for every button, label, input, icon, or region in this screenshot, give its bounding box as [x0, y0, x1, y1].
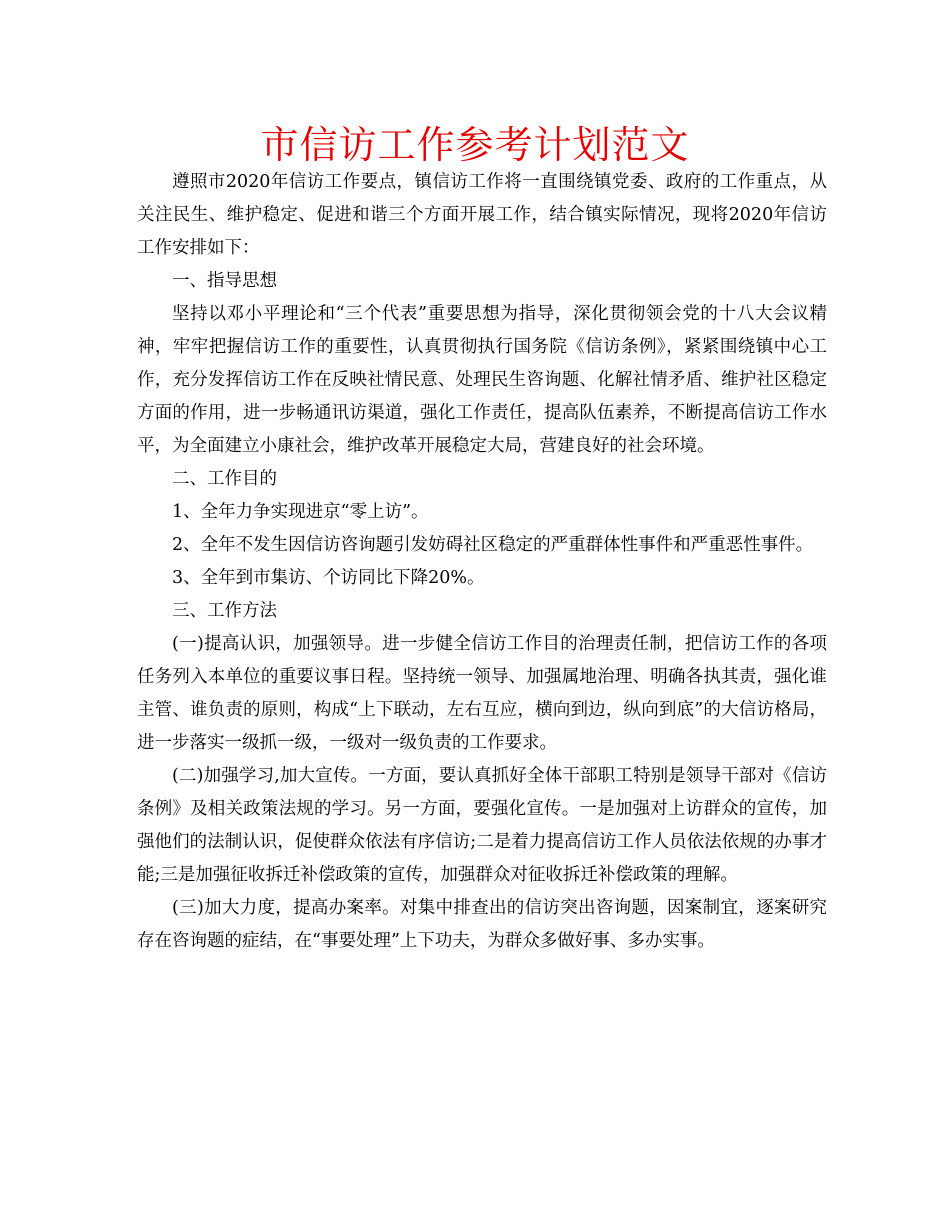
goal-item-3: 3、全年到市集访、个访同比下降20%。 — [172, 568, 485, 588]
method-item-2: (二)加强学习,加大宣传。一方面，要认真抓好全体干部职工特别是领导干部对《信访条例》及相关政策法规的学习。另一方面，要强化宣传。一是加强对上访群众的宣传，加强他们的法制认识，促使群众依法有序信访;二是着力提高信访工作人员依法依规的办事才能;三是加强征收拆迁补偿政策的宣传，加强群众对征收拆迁补偿政策的理解。 — [137, 766, 827, 885]
paragraph-intro: 遵照市2020年信访工作要点，镇信访工作将一直围绕镇党委、政府的工作重点，从关注民生、维护稳定、促进和谐三个方面开展工作，结合镇实际情况，现将2020年信访工作安排如下： — [137, 172, 827, 258]
heading-work-methods: 三、工作方法 — [172, 601, 277, 621]
paragraph-guiding-ideology: 坚持以邓小平理论和“三个代表”重要思想为指导，深化贯彻领会党的十八大会议精神，牢牢把握信访工作的重要性，认真贯彻执行国务院《信访条例》，紧紧围绕镇中心工作，充分发挥信访工作在反映社情民意、处理民生咨询题、化解社情矛盾、维护社区稳定方面的作用，进一步畅通讯访渠道，强化工作责任，提高队伍素养，不断提高信访工作水平，为全面建立小康社会，维护改革开展稳定大局，营建良好的社会环境。 — [137, 304, 827, 456]
method-item-1: (一)提高认识，加强领导。进一步健全信访工作目的治理责任制，把信访工作的各项任务列入本单位的重要议事日程。坚持统一领导、加强属地治理、明确各执其责，强化谁主管、谁负责的原则，构成“上下联动，左右互应，横向到边，纵向到底”的大信访格局，进一步落实一级抓一级，一级对一级负责的工作要求。 — [137, 634, 827, 753]
document-title: 市信访工作参考计划范文 — [260, 123, 690, 167]
heading-work-goals: 二、工作目的 — [172, 469, 277, 489]
heading-guiding-ideology: 一、指导思想 — [172, 271, 277, 291]
document-body — [137, 166, 827, 958]
method-item-3: (三)加大力度，提高办案率。对集中排查出的信访突出咨询题，因案制宜，逐案研究存在咨询题的症结，在“事要处理”上下功夫，为群众多做好事、多办实事。 — [137, 898, 827, 951]
goal-item-1: 1、全年力争实现进京“零上访”。 — [172, 502, 429, 522]
goal-item-2: 2、全年不发生因信访咨询题引发妨碍社区稳定的严重群体性事件和严重恶性事件。 — [172, 535, 814, 555]
